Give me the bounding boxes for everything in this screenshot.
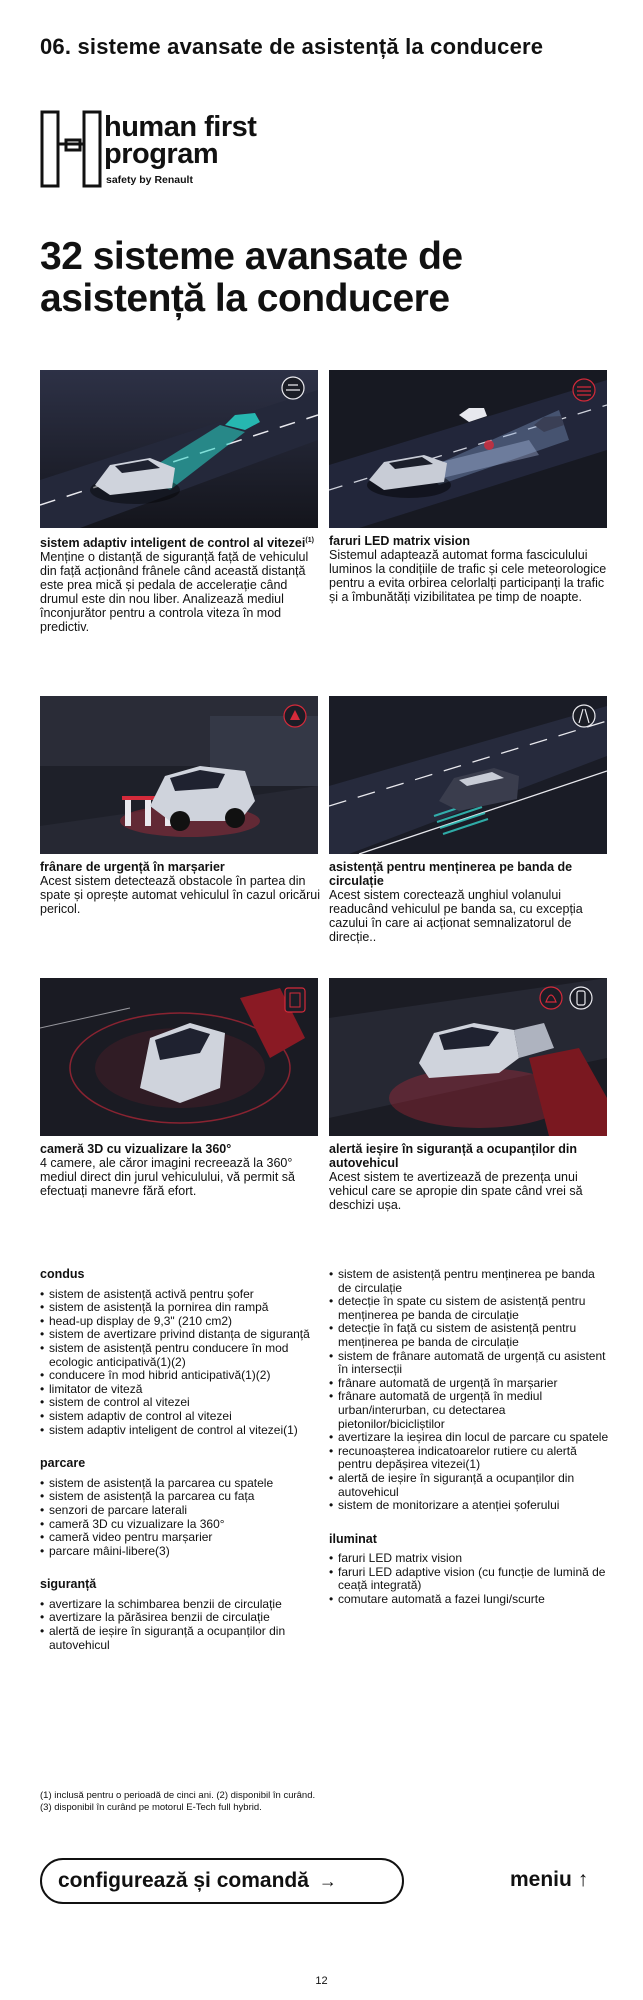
list-item: • head-up display de 9,3" (210 cm2) [40,1315,320,1329]
list-item: • frânare automată de urgență în mediul urban/interurban, cu detectarea pietonilor/bicicliștilor [329,1390,609,1431]
card-text: Acest sistem corectează unghiul volanului readucând vehiculul pe banda sa, cu excepția cazului în care ai acționat semnalizatorul de direcție.. [329,888,583,944]
list-item: • sistem de asistență pentru menținerea pe banda de circulație [329,1268,609,1295]
feature-card-safe-exit [329,978,609,1212]
list-item: • faruri LED adaptive vision (cu funcție de lumină de ceață integrată) [329,1566,609,1593]
feature-group-heading: parcare [40,1456,86,1471]
list-item: • alertă de ieșire în siguranță a ocupanților din autovehicul [329,1472,609,1499]
list-item: • frânare automată de urgență în marșarier [329,1377,609,1391]
logo-line-1: human first [104,111,257,143]
list-item: • sistem adaptiv inteligent de control al vitezei(1) [40,1424,320,1438]
list-item: • sistem de frânare automată de urgență cu asistent în intersecții [329,1350,609,1377]
safe-exit-image [329,978,607,1136]
page-number: 12 [315,1975,328,1987]
card-title: asistență pentru menținerea pe banda de circulație [329,860,573,888]
list-item: • sistem de monitorizare a atenției șoferului [329,1499,609,1513]
list-item: • cameră 3D cu vizualizare la 360° [40,1518,320,1532]
card-title: sistem adaptiv inteligent de control al vitezei [40,536,306,551]
feature-card-camera-360 [40,978,320,1198]
list-item: • sistem de asistență la parcarea cu fața [40,1490,320,1504]
card-title: faruri LED matrix vision [329,534,471,548]
logo-tagline: safety by Renault [106,174,193,186]
lane-keep-image [329,696,607,854]
list-item: • senzori de parcare laterali [40,1504,320,1518]
feature-card-lane-keep [329,696,609,944]
list-item: • sistem de asistență la parcarea cu spatele [40,1477,320,1491]
list-item: • avertizare la ieșirea din locul de parcare cu spatele [329,1431,609,1445]
card-title: alertă ieșire în siguranță a ocupanților din autovehicul [329,1142,577,1170]
card-text: Acest sistem detectează obstacole în partea din spate și oprește automat vehiculul în cazul oricărui pericol. [40,874,321,916]
list-item: • avertizare la părăsirea benzii de circulație [40,1611,320,1625]
list-item: • sistem adaptiv de control al vitezei [40,1410,320,1424]
card-title: cameră 3D cu vizualizare la 360° [40,1142,232,1156]
list-item: • comutare automată a fazei lungi/scurte [329,1593,609,1607]
footnote-line: (1) inclusă pentru o perioadă de cinci ani. (2) disponibil în curând. [40,1790,316,1801]
list-item: • faruri LED matrix vision [329,1552,609,1566]
page-title: 32 sisteme avansate de asistență la conducere [40,235,463,320]
footnotes [40,1790,600,1813]
feature-group-heading: iluminat [329,1531,377,1546]
list-item: • parcare mâini-libere(3) [40,1545,320,1559]
list-item: • sistem de asistență la pornirea din rampă [40,1301,320,1315]
card-text: Acest sistem te avertizează de prezența unui vehicul care se apropie din spate când vrei să deschizi ușa. [329,1170,583,1212]
matrix-headlights-image [329,370,607,528]
camera-360-image [40,978,318,1136]
feature-card-adaptive-cruise [40,370,320,634]
feature-card-matrix-headlights [329,370,609,604]
features-left-column [40,1268,320,1652]
list-item: • avertizare la schimbarea benzii de circulație [40,1598,320,1612]
list-item: • alertă de ieșire în siguranță a ocupanților din autovehicul [40,1625,320,1652]
arrow-up-icon: ↑ [577,1868,589,1891]
list-item: • sistem de asistență activă pentru șofer [40,1288,320,1302]
list-item: • detecție în față cu sistem de asistență pentru menținerea pe banda de circulație [329,1322,609,1349]
arrow-right-icon: → [318,1870,337,1891]
feature-list-parcare [40,1477,320,1559]
card-text: Sistemul adaptează automat forma fasciculului luminos la condițiile de trafic și cele meteorologice pentru a evita orbirea celorlalți participanți la trafic și a îmbunătăți vizibilitatea pe timp de noapte. [329,548,607,604]
list-item: • limitator de viteză [40,1383,320,1397]
feature-list-iluminat [329,1552,609,1606]
features-right-column [329,1268,609,1607]
list-item: • conducere în mod hibrid anticipativă(1)(2) [40,1369,320,1383]
card-title: frânare de urgență în marșarier [40,860,225,874]
list-item: • cameră video pentru marșarier [40,1531,320,1545]
card-text: Menține o distanță de siguranță față de vehiculul din față acționând frânele când această distanță este prea mică și pedala de accelerație când drumul este din nou liber. Analizează mediul înconjurător pentru a controla viteza în mod predictiv. [40,550,309,635]
human-first-logo [40,110,340,190]
configure-order-button[interactable] [40,1858,404,1904]
footnote-line: (3) disponibil în curând pe motorul E-Tech full hybrid. [40,1801,262,1813]
feature-list-siguranta-cont [329,1268,609,1513]
list-item: • sistem de asistență pentru conducere în mod ecologic anticipativă(1)(2) [40,1342,320,1369]
feature-list-condus [40,1288,320,1438]
menu-label: meniu [510,1868,572,1891]
rear-braking-image [40,696,318,854]
list-item: • sistem de control al vitezei [40,1396,320,1410]
section-header: 06. sisteme avansate de asistență la conducere [40,34,544,59]
logo-line-2: program [104,138,219,170]
feature-group-heading: condus [40,1267,85,1281]
configure-label: configurează și comandă [58,1869,309,1892]
list-item: • detecție în spate cu sistem de asistență pentru menținerea pe banda de circulație [329,1295,609,1322]
list-item: • sistem de avertizare privind distanța de siguranță [40,1328,320,1342]
feature-list-siguranta [40,1598,320,1652]
list-item: • recunoașterea indicatoarelor rutiere cu alertă pentru depășirea vitezei(1) [329,1445,609,1472]
adaptive-cruise-image [40,370,318,528]
card-text: 4 camere, ale căror imagini recreează la 360° mediul direct din jurul vehiculului, vă permit să efectuați manevre fără efort. [40,1156,295,1198]
feature-group-heading: siguranță [40,1577,97,1592]
h-logo-mark-icon [40,110,102,188]
menu-link[interactable] [510,1868,588,1892]
feature-card-rear-braking [40,696,320,916]
card-title-sup: (1) [305,537,314,544]
